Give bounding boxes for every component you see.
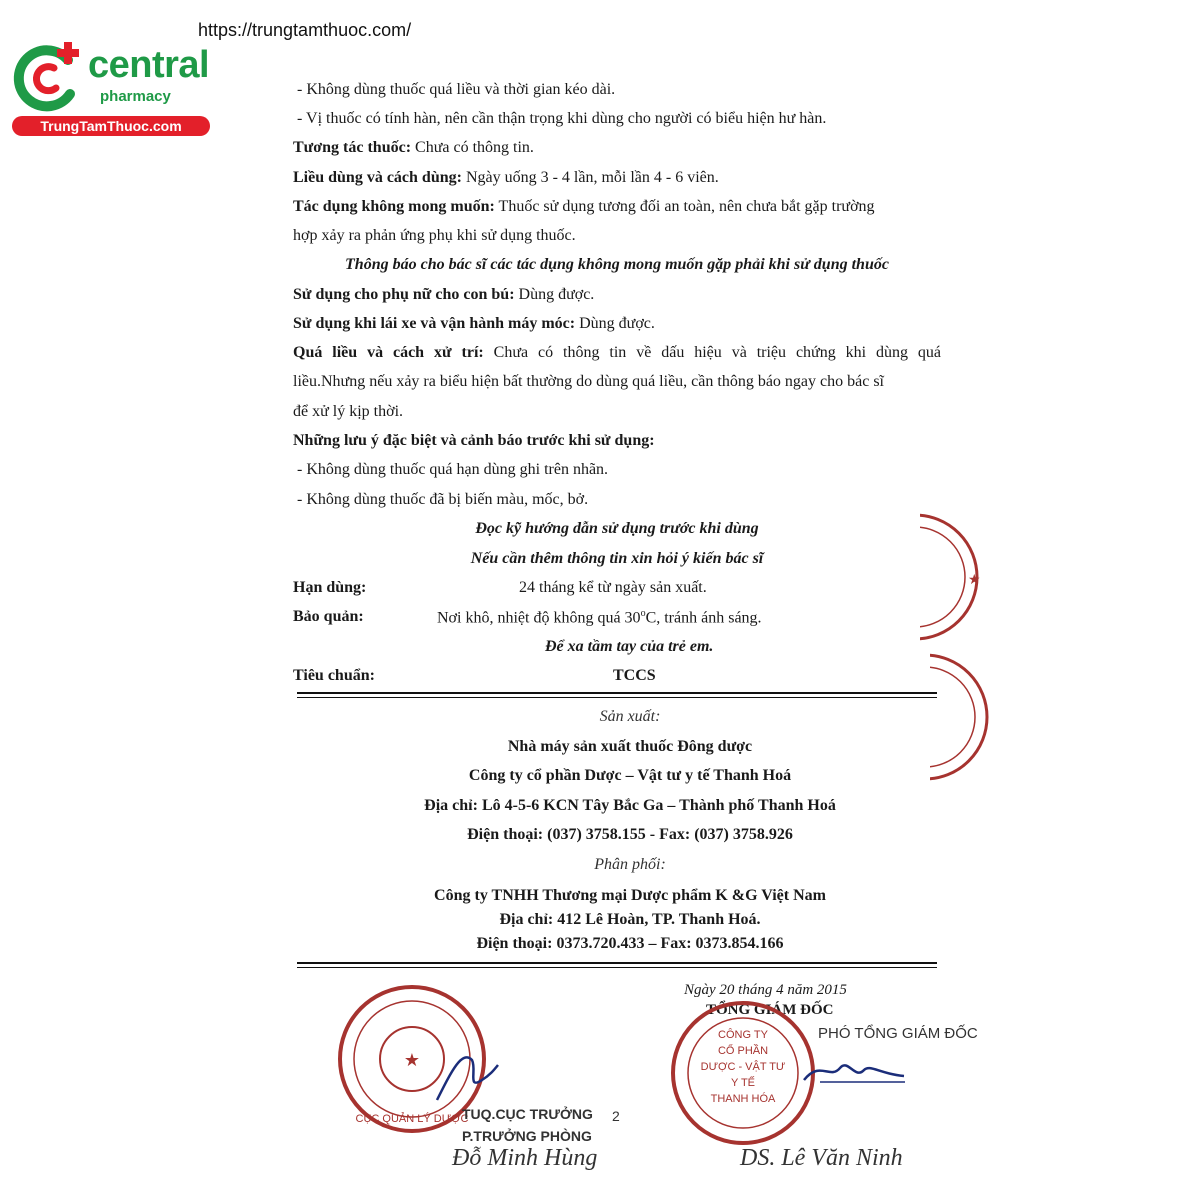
stamp-line: CÔNG TY: [718, 1029, 768, 1041]
right-signatory-name: DS. Lê Văn Ninh: [740, 1145, 903, 1171]
driving-label: Sử dụng khi lái xe và vận hành máy móc:: [293, 315, 576, 332]
document-date: Ngày 20 tháng 4 năm 2015: [684, 982, 847, 998]
dosage-text: Ngày uống 3 - 4 lần, mỗi lần 4 - 6 viên.: [461, 169, 719, 186]
distributor-company: Công ty TNHH Thương mại Dược phẩm K &G Việt Nam: [434, 887, 826, 904]
special-warnings-label: Những lưu ý đặc biệt và cảnh báo trước khi sử dụng:: [293, 432, 655, 449]
side-effects-label: Tác dụng không mong muốn:: [293, 198, 495, 215]
manufacturer-company: Công ty cổ phần Dược – Vật tư y tế Thanh Hoá: [468, 767, 792, 784]
special-warning-1: - Không dùng thuốc quá hạn dùng ghi trên nhãn.: [297, 461, 609, 478]
stamp-line: Y TẾ: [730, 1077, 756, 1089]
storage-row: [293, 608, 941, 626]
expiry-row: [293, 579, 941, 597]
divider-top-thin: [297, 697, 937, 698]
breastfeeding-label: Sử dụng cho phụ nữ cho con bú:: [293, 286, 515, 303]
brand-subtitle: pharmacy: [100, 88, 171, 105]
breastfeeding-text: Dùng được.: [514, 286, 595, 303]
dosage-row: [293, 169, 941, 187]
overdose-row: [293, 344, 941, 362]
stamp-line: CỔ PHẦN: [717, 1045, 769, 1057]
interaction-text: Chưa có thông tin.: [411, 139, 534, 156]
expiry-label: Hạn dùng:: [293, 579, 367, 596]
warning-line-2: - Vị thuốc có tính hàn, nên cần thận trọng khi dùng cho người có biểu hiện hư hàn.: [297, 110, 827, 127]
divider-top-thick: [297, 692, 937, 694]
interaction-label: Tương tác thuốc:: [293, 139, 412, 156]
svg-text:CỤC QUẢN LÝ DƯỢC: CỤC QUẢN LÝ DƯỢC: [355, 1113, 469, 1125]
pharmacy-cross-icon: [10, 38, 90, 118]
manufacturer-address: Địa chỉ: Lô 4-5-6 KCN Tây Bắc Ga – Thành phố Thanh Hoá: [424, 797, 836, 814]
svg-text:★: ★: [968, 571, 981, 587]
storage-text: Nơi khô, nhiệt độ không quá 30$^o$C, tránh ánh sáng.: [437, 608, 762, 627]
driving-row: [293, 315, 941, 333]
side-effects-text: Thuốc sử dụng tương đối an toàn, nên chưa bắt gặp trường: [494, 198, 875, 215]
partial-stamp-1: [920, 512, 1000, 642]
divider-bottom-thin: [297, 967, 937, 968]
expiry-text: 24 tháng kể từ ngày sản xuất.: [519, 579, 707, 596]
breastfeeding-row: [293, 286, 941, 304]
company-stamp-right: [668, 998, 818, 1148]
director-title: TỔNG GIÁM ĐỐC: [706, 1002, 834, 1018]
distributor-heading: Phân phối:: [594, 856, 666, 873]
brand-site-badge: TrungTamThuoc.com: [12, 116, 210, 136]
overdose-label: Quá liều và cách xử trí:: [293, 344, 484, 361]
divider-bottom-thick: [297, 962, 937, 964]
dosage-label: Liều dùng và cách dùng:: [293, 169, 462, 186]
partial-stamp-2: [930, 652, 1000, 782]
left-signatory-name: Đỗ Minh Hùng: [452, 1145, 598, 1171]
consult-doctor-note: Nếu cần thêm thông tin xin hỏi ý kiến bác sĩ: [470, 550, 764, 567]
interaction-row: [293, 139, 941, 157]
signature-left-mark: [432, 1040, 502, 1110]
warning-line-1: - Không dùng thuốc quá liều và thời gian kéo dài.: [297, 81, 616, 98]
brand-name: central: [88, 44, 210, 86]
manufacturer-factory: Nhà máy sản xuất thuốc Đông dược: [507, 738, 753, 755]
side-effects-text-2: hợp xảy ra phản ứng phụ khi sử dụng thuốc.: [293, 227, 576, 244]
keep-from-children-note: Để xa tầm tay của trẻ em.: [545, 638, 714, 655]
storage-label: Bảo quản:: [293, 608, 364, 625]
standard-label: Tiêu chuẩn:: [293, 667, 375, 684]
distributor-address: Địa chỉ: 412 Lê Hoàn, TP. Thanh Hoá.: [499, 911, 761, 928]
special-warning-2: - Không dùng thuốc đã bị biến màu, mốc, bở.: [297, 491, 589, 508]
svg-text:★: ★: [403, 1050, 421, 1070]
manufacturer-heading: Sản xuất:: [599, 708, 661, 725]
side-effects-row: [293, 198, 941, 216]
source-url: https://trungtamthuoc.com/: [198, 20, 412, 40]
distributor-phone: Điện thoại: 0373.720.433 – Fax: 0373.854.166: [476, 935, 784, 952]
driving-text: Dùng được.: [575, 315, 655, 332]
overdose-text-3: để xử lý kịp thời.: [293, 403, 404, 420]
manufacturer-phone: Điện thoại: (037) 3758.155 - Fax: (037) 3758.926: [467, 826, 793, 843]
overdose-text-2: liều.Nhưng nếu xảy ra biểu hiện bất thường do dùng quá liều, cần thông báo ngay cho bác sĩ: [293, 373, 884, 390]
stamp-line: DƯỢC - VẬT TƯ: [700, 1061, 786, 1073]
overdose-text: Chưa có thông tin về dấu hiệu và triệu chứng khi dùng quá: [483, 344, 942, 361]
stamp-line: THANH HÓA: [710, 1093, 776, 1105]
standard-text: TCCS: [613, 667, 656, 684]
deputy-head-title: P.TRƯỞNG PHÒNG: [462, 1128, 592, 1144]
authorized-title: TUQ.CỤC TRƯỞNG: [462, 1106, 593, 1122]
read-instructions-note: Đọc kỹ hướng dẫn sử dụng trước khi dùng: [475, 520, 759, 537]
leaflet-body: [293, 0, 941, 700]
page-number: 2: [612, 1108, 620, 1124]
standard-row: [293, 667, 941, 685]
signature-right-mark: [800, 1050, 910, 1090]
deputy-director-title: PHÓ TỔNG GIÁM ĐỐC: [818, 1025, 978, 1042]
notify-doctor-note: Thông báo cho bác sĩ các tác dụng không mong muốn gặp phải khi sử dụng thuốc: [345, 256, 889, 273]
brand-logo: [10, 38, 220, 138]
